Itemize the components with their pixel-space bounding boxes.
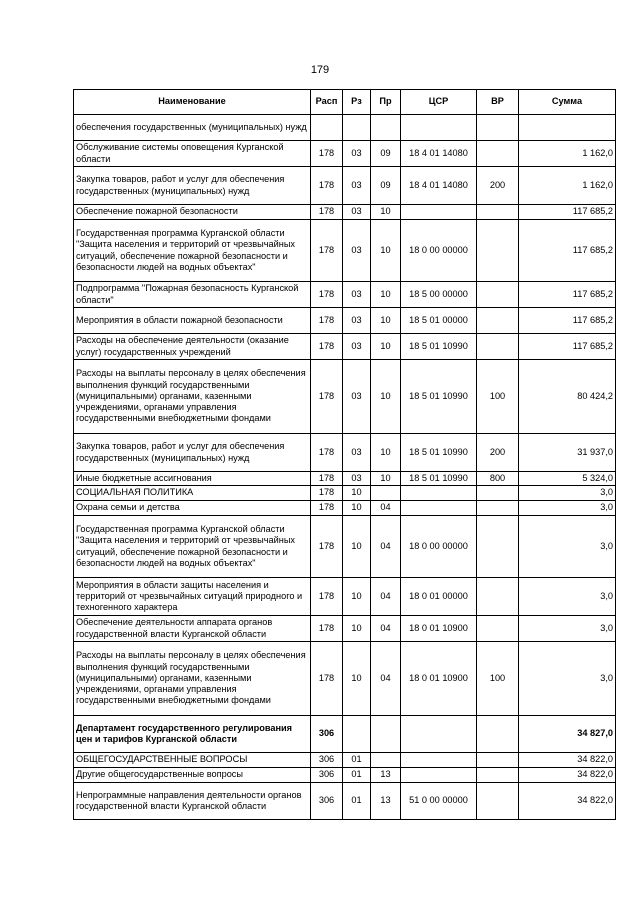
table-row	[74, 282, 616, 308]
row-name: обеспечения государственных (муниципальных) нужд	[74, 115, 311, 141]
row-sum: 3,0	[519, 516, 616, 578]
header-csr: ЦСР	[401, 90, 477, 115]
row-rz: 10	[343, 642, 371, 716]
row-sum: 3,0	[519, 642, 616, 716]
row-pr: 10	[371, 360, 401, 434]
row-pr: 09	[371, 167, 401, 205]
row-pr: 10	[371, 434, 401, 472]
row-vr	[477, 205, 519, 220]
row-rasp	[311, 115, 343, 141]
row-name: Иные бюджетные ассигнования	[74, 472, 311, 486]
row-rz: 10	[343, 616, 371, 642]
row-sum: 117 685,2	[519, 308, 616, 334]
row-sum: 34 822,0	[519, 753, 616, 768]
row-rasp: 178	[311, 141, 343, 167]
row-vr	[477, 716, 519, 753]
row-name: СОЦИАЛЬНАЯ ПОЛИТИКА	[74, 486, 311, 501]
row-pr: 04	[371, 501, 401, 516]
row-rasp: 306	[311, 716, 343, 753]
row-sum	[519, 115, 616, 141]
row-rz: 03	[343, 308, 371, 334]
table-row	[74, 753, 616, 768]
row-rz: 10	[343, 578, 371, 616]
row-pr: 10	[371, 334, 401, 360]
header-rz: Рз	[343, 90, 371, 115]
row-sum: 34 827,0	[519, 716, 616, 753]
row-pr: 10	[371, 282, 401, 308]
row-csr: 18 5 01 10990	[401, 334, 477, 360]
row-sum: 31 937,0	[519, 434, 616, 472]
row-pr: 13	[371, 783, 401, 820]
table-row	[74, 642, 616, 716]
row-rz: 03	[343, 334, 371, 360]
row-vr	[477, 783, 519, 820]
row-rz: 10	[343, 501, 371, 516]
table-row	[74, 501, 616, 516]
row-pr: 10	[371, 472, 401, 486]
row-csr: 18 4 01 14080	[401, 167, 477, 205]
row-vr	[477, 141, 519, 167]
row-rasp: 178	[311, 360, 343, 434]
row-vr	[477, 115, 519, 141]
row-vr: 200	[477, 167, 519, 205]
table-row	[74, 115, 616, 141]
row-sum: 3,0	[519, 486, 616, 501]
row-csr	[401, 115, 477, 141]
row-rasp: 178	[311, 642, 343, 716]
row-pr: 10	[371, 205, 401, 220]
row-pr: 13	[371, 768, 401, 783]
row-sum: 117 685,2	[519, 205, 616, 220]
row-csr: 18 0 01 00000	[401, 578, 477, 616]
row-pr: 04	[371, 578, 401, 616]
table-row	[74, 616, 616, 642]
row-name: Обеспечение пожарной безопасности	[74, 205, 311, 220]
row-rasp: 178	[311, 486, 343, 501]
row-rz: 01	[343, 783, 371, 820]
row-rasp: 306	[311, 753, 343, 768]
table-body	[74, 115, 616, 820]
row-name: Государственная программа Курганской области "Защита населения и территорий от чрезвычайных ситуаций, обеспечение пожарной безопасности и безопасности людей на водных объектах"	[74, 516, 311, 578]
row-vr	[477, 282, 519, 308]
row-csr: 18 0 00 00000	[401, 220, 477, 282]
row-rasp: 178	[311, 334, 343, 360]
row-name: Департамент государственного регулирования цен и тарифов Курганской области	[74, 716, 311, 753]
header-vr: ВР	[477, 90, 519, 115]
row-csr	[401, 716, 477, 753]
row-sum: 34 822,0	[519, 768, 616, 783]
row-name: Расходы на выплаты персоналу в целях обеспечения выполнения функций государственными (муниципальными) органами, казенными учреждениями, органами управления государственными внебюджетными фондами	[74, 642, 311, 716]
row-rasp: 178	[311, 167, 343, 205]
row-csr: 18 5 00 00000	[401, 282, 477, 308]
row-sum: 3,0	[519, 616, 616, 642]
row-rasp: 178	[311, 616, 343, 642]
row-csr: 18 4 01 14080	[401, 141, 477, 167]
table-row	[74, 716, 616, 753]
row-name: Закупка товаров, работ и услуг для обеспечения государственных (муниципальных) нужд	[74, 167, 311, 205]
row-pr: 04	[371, 642, 401, 716]
row-vr: 100	[477, 642, 519, 716]
row-sum: 80 424,2	[519, 360, 616, 434]
row-pr: 04	[371, 616, 401, 642]
row-vr	[477, 501, 519, 516]
row-vr	[477, 616, 519, 642]
row-name: Подпрограмма "Пожарная безопасность Курганской области"	[74, 282, 311, 308]
row-name: ОБЩЕГОСУДАРСТВЕННЫЕ ВОПРОСЫ	[74, 753, 311, 768]
page-number: 179	[310, 64, 330, 76]
row-rz: 03	[343, 220, 371, 282]
row-rz	[343, 115, 371, 141]
table-row	[74, 308, 616, 334]
row-sum: 117 685,2	[519, 334, 616, 360]
row-rz: 10	[343, 516, 371, 578]
row-sum: 34 822,0	[519, 783, 616, 820]
table-row	[74, 167, 616, 205]
table-row	[74, 205, 616, 220]
row-csr	[401, 501, 477, 516]
table-row	[74, 486, 616, 501]
row-rz: 03	[343, 434, 371, 472]
row-rasp: 178	[311, 516, 343, 578]
row-vr	[477, 753, 519, 768]
row-pr: 09	[371, 141, 401, 167]
table-row	[74, 141, 616, 167]
table-row	[74, 516, 616, 578]
row-pr: 10	[371, 220, 401, 282]
row-rz: 01	[343, 753, 371, 768]
row-rz: 03	[343, 360, 371, 434]
row-pr	[371, 716, 401, 753]
table-row	[74, 220, 616, 282]
table-header-row	[74, 90, 616, 115]
table-row	[74, 768, 616, 783]
row-vr: 200	[477, 434, 519, 472]
row-vr: 800	[477, 472, 519, 486]
row-sum: 5 324,0	[519, 472, 616, 486]
row-rasp: 306	[311, 768, 343, 783]
row-rz: 03	[343, 282, 371, 308]
row-name: Расходы на выплаты персоналу в целях обеспечения выполнения функций государственными (муниципальными) органами, казенными учреждениями, органами управления государственными внебюджетными фондами	[74, 360, 311, 434]
row-name: Обслуживание системы оповещения Курганской области	[74, 141, 311, 167]
row-rz: 03	[343, 205, 371, 220]
row-sum: 3,0	[519, 578, 616, 616]
header-sum: Сумма	[519, 90, 616, 115]
header-rasp: Расп	[311, 90, 343, 115]
row-rasp: 178	[311, 472, 343, 486]
row-rz: 03	[343, 141, 371, 167]
row-rasp: 178	[311, 434, 343, 472]
row-csr	[401, 753, 477, 768]
row-vr	[477, 768, 519, 783]
header-pr: Пр	[371, 90, 401, 115]
row-name: Другие общегосударственные вопросы	[74, 768, 311, 783]
row-pr: 10	[371, 308, 401, 334]
row-name: Закупка товаров, работ и услуг для обеспечения государственных (муниципальных) нужд	[74, 434, 311, 472]
row-name: Мероприятия в области защиты населения и территорий от чрезвычайных ситуаций природного и техногенного характера	[74, 578, 311, 616]
row-rz: 03	[343, 167, 371, 205]
header-name: Наименование	[74, 90, 311, 115]
row-rasp: 306	[311, 783, 343, 820]
row-pr	[371, 753, 401, 768]
row-csr	[401, 768, 477, 783]
row-rz: 10	[343, 486, 371, 501]
row-vr	[477, 516, 519, 578]
table-row	[74, 472, 616, 486]
row-sum: 3,0	[519, 501, 616, 516]
row-name: Мероприятия в области пожарной безопасности	[74, 308, 311, 334]
row-vr	[477, 486, 519, 501]
row-csr: 51 0 00 00000	[401, 783, 477, 820]
table-row	[74, 434, 616, 472]
row-rasp: 178	[311, 578, 343, 616]
row-rasp: 178	[311, 205, 343, 220]
row-name: Государственная программа Курганской области "Защита населения и территорий от чрезвычайных ситуаций, обеспечение пожарной безопасности и безопасности людей на водных объектах"	[74, 220, 311, 282]
row-name: Обеспечение деятельности аппарата органов государственной власти Курганской области	[74, 616, 311, 642]
row-csr: 18 5 01 10990	[401, 434, 477, 472]
row-vr	[477, 220, 519, 282]
table-row	[74, 334, 616, 360]
table-row	[74, 360, 616, 434]
row-vr	[477, 308, 519, 334]
row-vr	[477, 578, 519, 616]
row-pr	[371, 486, 401, 501]
row-rz: 03	[343, 472, 371, 486]
row-pr	[371, 115, 401, 141]
row-csr: 18 0 01 10900	[401, 616, 477, 642]
row-rasp: 178	[311, 501, 343, 516]
row-name: Расходы на обеспечение деятельности (оказание услуг) государственных учреждений	[74, 334, 311, 360]
row-csr: 18 5 01 00000	[401, 308, 477, 334]
row-rasp: 178	[311, 220, 343, 282]
table-row	[74, 578, 616, 616]
row-csr: 18 0 01 10900	[401, 642, 477, 716]
row-sum: 1 162,0	[519, 167, 616, 205]
row-csr: 18 0 00 00000	[401, 516, 477, 578]
row-rz: 01	[343, 768, 371, 783]
row-rz	[343, 716, 371, 753]
row-csr	[401, 205, 477, 220]
row-rasp: 178	[311, 282, 343, 308]
row-pr: 04	[371, 516, 401, 578]
row-csr: 18 5 01 10990	[401, 360, 477, 434]
row-name: Непрограммные направления деятельности органов государственной власти Курганской области	[74, 783, 311, 820]
row-sum: 1 162,0	[519, 141, 616, 167]
row-sum: 117 685,2	[519, 220, 616, 282]
row-name: Охрана семьи и детства	[74, 501, 311, 516]
row-rasp: 178	[311, 308, 343, 334]
row-csr: 18 5 01 10990	[401, 472, 477, 486]
budget-table	[73, 89, 616, 820]
row-vr: 100	[477, 360, 519, 434]
row-csr	[401, 486, 477, 501]
table-row	[74, 783, 616, 820]
row-sum: 117 685,2	[519, 282, 616, 308]
row-vr	[477, 334, 519, 360]
